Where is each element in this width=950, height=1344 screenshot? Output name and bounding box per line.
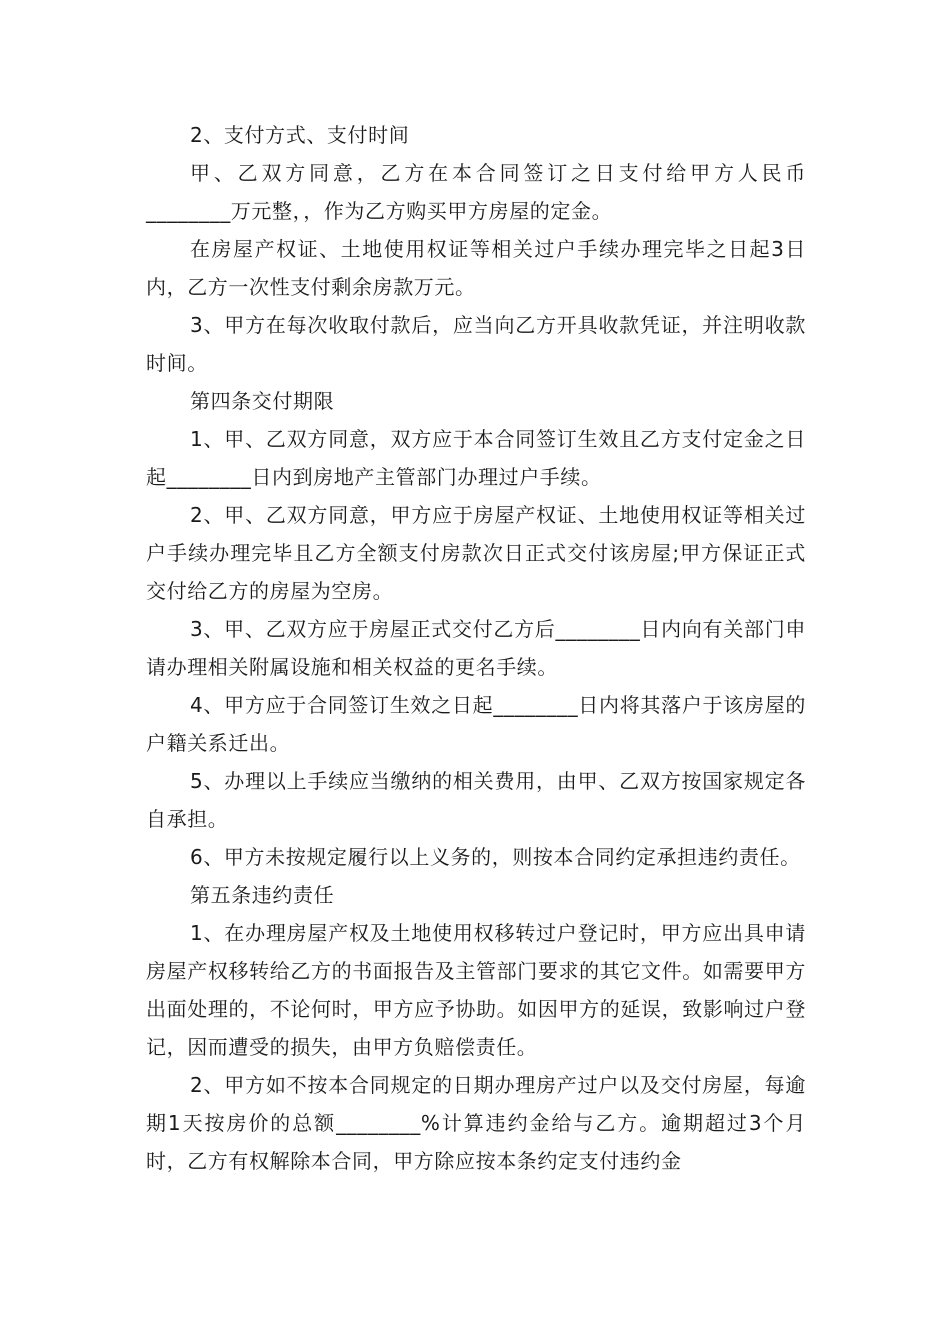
paragraph-obligation-breach: 6、甲方未按规定履行以上义务的，则按本合同约定承担违约责任。 xyxy=(190,845,801,869)
paragraph-fees: 5、办理以上手续应当缴纳的相关费用，由甲、乙双方按国家规定各自承担。 xyxy=(146,769,806,831)
paragraph-registration-assistance: 1、在办理房屋产权及土地使用权移转过户登记时，甲方应出具申请房屋产权移转给乙方的书面报告及主管部门要求的其它文件。如需要甲方出面处理的，不论何时，甲方应予协助。如因甲方的延误，致影响过户登记，因而遭受的损失，由甲方负赔偿责任。 xyxy=(146,921,806,1059)
paragraph-household-registration: 4、甲方应于合同签订生效之日起________日内将其落户于该房屋的户籍关系迁出。 xyxy=(146,693,806,755)
paragraph-transfer-deadline: 1、甲、乙双方同意，双方应于本合同签订生效且乙方支付定金之日起________日内到房地产主管部门办理过户手续。 xyxy=(146,427,806,489)
section-heading-article-4: 第四条交付期限 xyxy=(190,389,335,413)
paragraph-receipt: 3、甲方在每次收取付款后，应当向乙方开具收款凭证，并注明收款时间。 xyxy=(146,313,806,375)
section-heading-article-5: 第五条违约责任 xyxy=(190,883,335,907)
paragraph-deposit: 甲、乙双方同意，乙方在本合同签订之日支付给甲方人民币________万元整，，作为乙方购买甲方房屋的定金。 xyxy=(146,161,806,223)
document-body xyxy=(146,116,806,1180)
paragraph-delivery: 2、甲、乙双方同意，甲方应于房屋产权证、土地使用权证等相关过户手续办理完毕且乙方全额支付房款次日正式交付该房屋;甲方保证正式交付给乙方的房屋为空房。 xyxy=(146,503,806,603)
paragraph-remaining-payment: 在房屋产权证、土地使用权证等相关过户手续办理完毕之日起3日内，乙方一次性支付剩余房款万元。 xyxy=(146,237,806,299)
paragraph-late-penalty: 2、甲方如不按本合同规定的日期办理房产过户以及交付房屋，每逾期1天按房价的总额________%计算违约金给与乙方。逾期超过3个月时，乙方有权解除本合同，甲方除应按本条约定支付违约金 xyxy=(146,1073,806,1173)
section-heading-payment-method: 2、支付方式、支付时间 xyxy=(190,123,410,147)
paragraph-rename-procedure: 3、甲、乙双方应于房屋正式交付乙方后________日内向有关部门申请办理相关附属设施和相关权益的更名手续。 xyxy=(146,617,806,679)
